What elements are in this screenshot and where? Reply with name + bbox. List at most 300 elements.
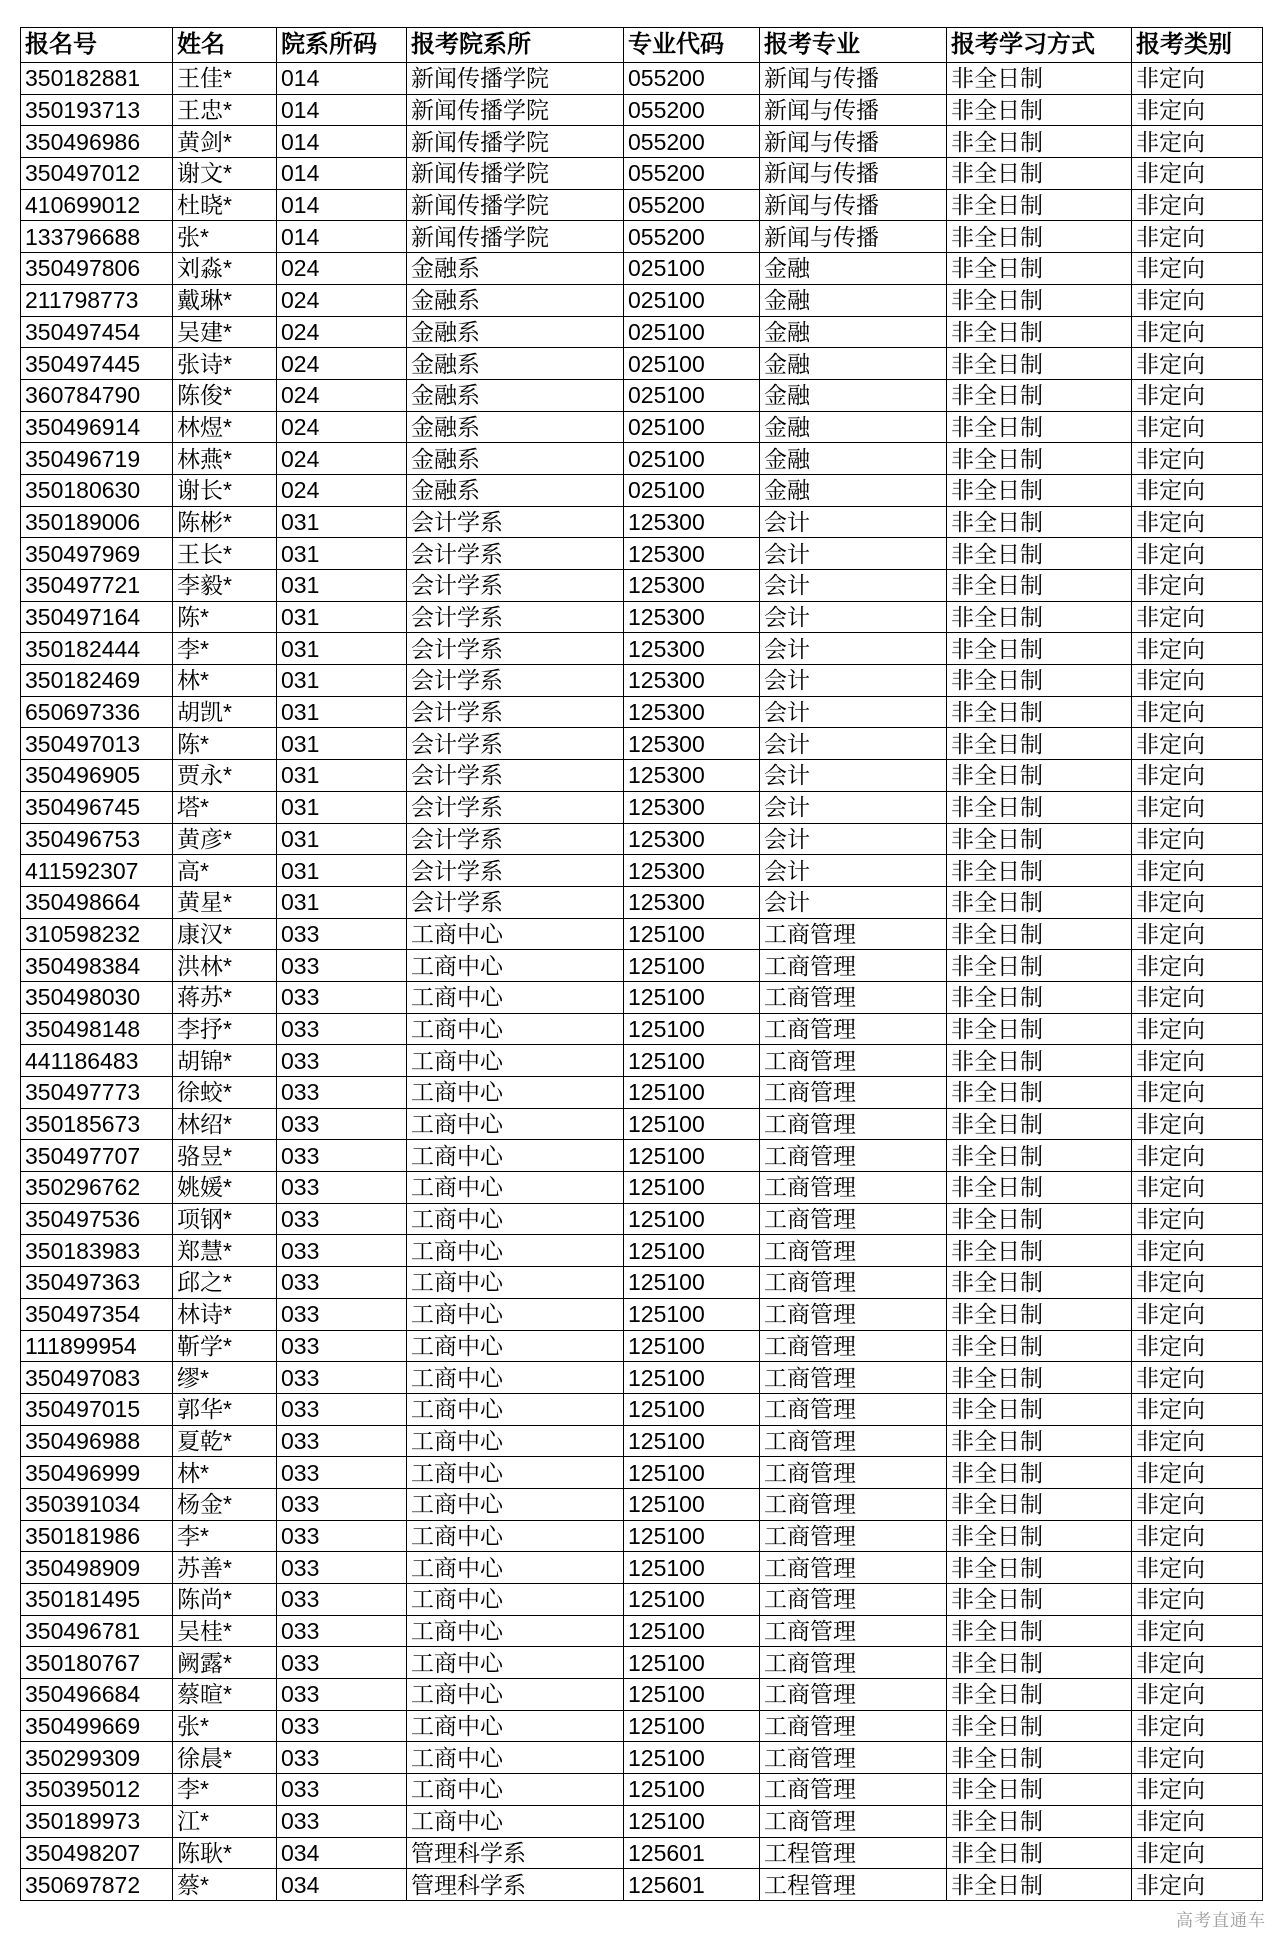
cell-department: 工商中心 bbox=[407, 1140, 624, 1172]
header-major: 报考专业 bbox=[760, 28, 947, 63]
cell-department: 工商中心 bbox=[407, 1457, 624, 1489]
cell-category: 非定向 bbox=[1132, 1742, 1263, 1774]
cell-registration-number: 350185673 bbox=[21, 1108, 173, 1140]
cell-dept-code: 033 bbox=[277, 1330, 407, 1362]
cell-study-mode: 非全日制 bbox=[947, 696, 1132, 728]
cell-study-mode: 非全日制 bbox=[947, 1013, 1132, 1045]
cell-category: 非定向 bbox=[1132, 1393, 1263, 1425]
cell-category: 非定向 bbox=[1132, 1140, 1263, 1172]
cell-registration-number: 411592307 bbox=[21, 855, 173, 887]
cell-major: 工商管理 bbox=[760, 1425, 947, 1457]
cell-registration-number: 350182444 bbox=[21, 633, 173, 665]
cell-category: 非定向 bbox=[1132, 63, 1263, 95]
cell-name: 谢文* bbox=[173, 158, 277, 190]
cell-name: 刘淼* bbox=[173, 253, 277, 285]
cell-study-mode: 非全日制 bbox=[947, 1520, 1132, 1552]
cell-category: 非定向 bbox=[1132, 1837, 1263, 1869]
cell-major-code: 125100 bbox=[624, 1457, 760, 1489]
cell-study-mode: 非全日制 bbox=[947, 601, 1132, 633]
cell-name: 王忠* bbox=[173, 94, 277, 126]
cell-registration-number: 111899954 bbox=[21, 1330, 173, 1362]
table-row bbox=[21, 760, 1263, 792]
cell-dept-code: 033 bbox=[277, 1584, 407, 1616]
cell-category: 非定向 bbox=[1132, 1172, 1263, 1204]
cell-registration-number: 350498909 bbox=[21, 1552, 173, 1584]
cell-department: 工商中心 bbox=[407, 1330, 624, 1362]
cell-registration-number: 350193713 bbox=[21, 94, 173, 126]
table-row bbox=[21, 1425, 1263, 1457]
cell-name: 陈尚* bbox=[173, 1584, 277, 1616]
cell-name: 张* bbox=[173, 1710, 277, 1742]
cell-category: 非定向 bbox=[1132, 1869, 1263, 1901]
cell-department: 工商中心 bbox=[407, 1742, 624, 1774]
cell-category: 非定向 bbox=[1132, 1488, 1263, 1520]
cell-department: 新闻传播学院 bbox=[407, 158, 624, 190]
table-row bbox=[21, 1647, 1263, 1679]
cell-major: 工商管理 bbox=[760, 1045, 947, 1077]
cell-dept-code: 031 bbox=[277, 886, 407, 918]
cell-major-code: 125100 bbox=[624, 1362, 760, 1394]
cell-major-code: 025100 bbox=[624, 443, 760, 475]
table-header-row bbox=[21, 28, 1263, 63]
cell-department: 管理科学系 bbox=[407, 1869, 624, 1901]
cell-registration-number: 350499669 bbox=[21, 1710, 173, 1742]
cell-name: 吴建* bbox=[173, 316, 277, 348]
cell-study-mode: 非全日制 bbox=[947, 94, 1132, 126]
cell-category: 非定向 bbox=[1132, 126, 1263, 158]
cell-dept-code: 033 bbox=[277, 1488, 407, 1520]
cell-registration-number: 350497012 bbox=[21, 158, 173, 190]
cell-department: 工商中心 bbox=[407, 1552, 624, 1584]
cell-study-mode: 非全日制 bbox=[947, 950, 1132, 982]
cell-study-mode: 非全日制 bbox=[947, 855, 1132, 887]
cell-major: 金融 bbox=[760, 474, 947, 506]
cell-department: 新闻传播学院 bbox=[407, 221, 624, 253]
cell-major-code: 125100 bbox=[624, 1298, 760, 1330]
cell-name: 黄星* bbox=[173, 886, 277, 918]
cell-registration-number: 360784790 bbox=[21, 379, 173, 411]
cell-category: 非定向 bbox=[1132, 316, 1263, 348]
cell-registration-number: 350180767 bbox=[21, 1647, 173, 1679]
cell-dept-code: 024 bbox=[277, 411, 407, 443]
cell-department: 工商中心 bbox=[407, 1710, 624, 1742]
cell-name: 吴桂* bbox=[173, 1615, 277, 1647]
table-row bbox=[21, 158, 1263, 190]
cell-major-code: 125300 bbox=[624, 728, 760, 760]
cell-dept-code: 033 bbox=[277, 1742, 407, 1774]
cell-registration-number: 350497363 bbox=[21, 1267, 173, 1299]
cell-department: 金融系 bbox=[407, 379, 624, 411]
cell-name: 林绍* bbox=[173, 1108, 277, 1140]
cell-study-mode: 非全日制 bbox=[947, 1393, 1132, 1425]
cell-major-code: 125601 bbox=[624, 1837, 760, 1869]
cell-department: 金融系 bbox=[407, 316, 624, 348]
cell-category: 非定向 bbox=[1132, 189, 1263, 221]
cell-study-mode: 非全日制 bbox=[947, 1647, 1132, 1679]
cell-department: 工商中心 bbox=[407, 1045, 624, 1077]
cell-dept-code: 031 bbox=[277, 570, 407, 602]
cell-major-code: 125100 bbox=[624, 1140, 760, 1172]
cell-name: 杜晓* bbox=[173, 189, 277, 221]
cell-department: 新闻传播学院 bbox=[407, 94, 624, 126]
cell-study-mode: 非全日制 bbox=[947, 665, 1132, 697]
cell-registration-number: 350497806 bbox=[21, 253, 173, 285]
cell-department: 金融系 bbox=[407, 348, 624, 380]
cell-department: 会计学系 bbox=[407, 855, 624, 887]
cell-category: 非定向 bbox=[1132, 348, 1263, 380]
cell-department: 会计学系 bbox=[407, 760, 624, 792]
cell-category: 非定向 bbox=[1132, 1330, 1263, 1362]
cell-major: 会计 bbox=[760, 760, 947, 792]
cell-study-mode: 非全日制 bbox=[947, 474, 1132, 506]
cell-dept-code: 033 bbox=[277, 1710, 407, 1742]
cell-category: 非定向 bbox=[1132, 1108, 1263, 1140]
cell-major-code: 125100 bbox=[624, 1172, 760, 1204]
cell-major-code: 125300 bbox=[624, 886, 760, 918]
header-registration-number: 报名号 bbox=[21, 28, 173, 63]
cell-major-code: 025100 bbox=[624, 348, 760, 380]
cell-category: 非定向 bbox=[1132, 1013, 1263, 1045]
cell-category: 非定向 bbox=[1132, 1584, 1263, 1616]
cell-dept-code: 014 bbox=[277, 189, 407, 221]
cell-name: 江* bbox=[173, 1805, 277, 1837]
cell-major-code: 125300 bbox=[624, 506, 760, 538]
cell-major-code: 125100 bbox=[624, 1552, 760, 1584]
cell-dept-code: 033 bbox=[277, 981, 407, 1013]
header-name: 姓名 bbox=[173, 28, 277, 63]
cell-dept-code: 033 bbox=[277, 1615, 407, 1647]
cell-dept-code: 014 bbox=[277, 63, 407, 95]
table-row bbox=[21, 1140, 1263, 1172]
cell-dept-code: 014 bbox=[277, 221, 407, 253]
cell-major-code: 125100 bbox=[624, 1488, 760, 1520]
cell-major-code: 025100 bbox=[624, 411, 760, 443]
cell-dept-code: 014 bbox=[277, 158, 407, 190]
cell-name: 夏乾* bbox=[173, 1425, 277, 1457]
cell-dept-code: 014 bbox=[277, 94, 407, 126]
table-row bbox=[21, 1235, 1263, 1267]
cell-study-mode: 非全日制 bbox=[947, 1805, 1132, 1837]
cell-major-code: 125300 bbox=[624, 791, 760, 823]
cell-study-mode: 非全日制 bbox=[947, 1742, 1132, 1774]
cell-major: 会计 bbox=[760, 633, 947, 665]
cell-major-code: 125100 bbox=[624, 918, 760, 950]
table-row bbox=[21, 1710, 1263, 1742]
cell-department: 新闻传播学院 bbox=[407, 189, 624, 221]
watermark: 高考直通车 bbox=[1176, 1911, 1266, 1931]
cell-department: 金融系 bbox=[407, 474, 624, 506]
cell-study-mode: 非全日制 bbox=[947, 1298, 1132, 1330]
cell-department: 工商中心 bbox=[407, 1615, 624, 1647]
table-row bbox=[21, 1298, 1263, 1330]
cell-registration-number: 350498664 bbox=[21, 886, 173, 918]
header-study-mode: 报考学习方式 bbox=[947, 28, 1132, 63]
cell-major: 工商管理 bbox=[760, 1140, 947, 1172]
cell-major-code: 055200 bbox=[624, 158, 760, 190]
cell-category: 非定向 bbox=[1132, 284, 1263, 316]
cell-department: 工商中心 bbox=[407, 1679, 624, 1711]
cell-name: 戴琳* bbox=[173, 284, 277, 316]
cell-dept-code: 033 bbox=[277, 1425, 407, 1457]
cell-dept-code: 033 bbox=[277, 1679, 407, 1711]
cell-study-mode: 非全日制 bbox=[947, 1425, 1132, 1457]
cell-major: 工商管理 bbox=[760, 1203, 947, 1235]
cell-category: 非定向 bbox=[1132, 253, 1263, 285]
cell-registration-number: 310598232 bbox=[21, 918, 173, 950]
cell-major-code: 125100 bbox=[624, 1710, 760, 1742]
cell-department: 工商中心 bbox=[407, 1488, 624, 1520]
cell-registration-number: 350497773 bbox=[21, 1077, 173, 1109]
cell-dept-code: 034 bbox=[277, 1869, 407, 1901]
cell-category: 非定向 bbox=[1132, 443, 1263, 475]
cell-major-code: 125300 bbox=[624, 538, 760, 570]
cell-category: 非定向 bbox=[1132, 1077, 1263, 1109]
table-row bbox=[21, 1520, 1263, 1552]
table-row bbox=[21, 94, 1263, 126]
cell-category: 非定向 bbox=[1132, 601, 1263, 633]
cell-registration-number: 350497015 bbox=[21, 1393, 173, 1425]
cell-registration-number: 350497969 bbox=[21, 538, 173, 570]
cell-registration-number: 350496745 bbox=[21, 791, 173, 823]
cell-major-code: 125100 bbox=[624, 1615, 760, 1647]
cell-study-mode: 非全日制 bbox=[947, 728, 1132, 760]
cell-category: 非定向 bbox=[1132, 1710, 1263, 1742]
cell-study-mode: 非全日制 bbox=[947, 221, 1132, 253]
cell-registration-number: 350496719 bbox=[21, 443, 173, 475]
admission-list-sheet bbox=[20, 27, 1263, 1901]
cell-name: 谢长* bbox=[173, 474, 277, 506]
cell-dept-code: 031 bbox=[277, 601, 407, 633]
cell-study-mode: 非全日制 bbox=[947, 253, 1132, 285]
cell-study-mode: 非全日制 bbox=[947, 379, 1132, 411]
cell-dept-code: 014 bbox=[277, 126, 407, 158]
table-row bbox=[21, 1615, 1263, 1647]
cell-study-mode: 非全日制 bbox=[947, 918, 1132, 950]
cell-major-code: 025100 bbox=[624, 474, 760, 506]
cell-registration-number: 211798773 bbox=[21, 284, 173, 316]
cell-category: 非定向 bbox=[1132, 855, 1263, 887]
cell-study-mode: 非全日制 bbox=[947, 189, 1132, 221]
cell-major-code: 125100 bbox=[624, 1393, 760, 1425]
cell-category: 非定向 bbox=[1132, 538, 1263, 570]
table-row bbox=[21, 1584, 1263, 1616]
table-row bbox=[21, 411, 1263, 443]
table-row bbox=[21, 1172, 1263, 1204]
cell-name: 胡锦* bbox=[173, 1045, 277, 1077]
cell-name: 徐蛟* bbox=[173, 1077, 277, 1109]
cell-registration-number: 650697336 bbox=[21, 696, 173, 728]
cell-dept-code: 031 bbox=[277, 760, 407, 792]
cell-dept-code: 033 bbox=[277, 1077, 407, 1109]
cell-registration-number: 350181986 bbox=[21, 1520, 173, 1552]
cell-major-code: 125100 bbox=[624, 1425, 760, 1457]
cell-dept-code: 031 bbox=[277, 791, 407, 823]
header-dept-code: 院系所码 bbox=[277, 28, 407, 63]
cell-study-mode: 非全日制 bbox=[947, 1869, 1132, 1901]
cell-category: 非定向 bbox=[1132, 1805, 1263, 1837]
cell-category: 非定向 bbox=[1132, 1520, 1263, 1552]
cell-major-code: 125100 bbox=[624, 1267, 760, 1299]
cell-category: 非定向 bbox=[1132, 665, 1263, 697]
cell-department: 工商中心 bbox=[407, 1393, 624, 1425]
cell-major: 工商管理 bbox=[760, 1520, 947, 1552]
cell-category: 非定向 bbox=[1132, 1552, 1263, 1584]
table-row bbox=[21, 1837, 1263, 1869]
cell-registration-number: 350181495 bbox=[21, 1584, 173, 1616]
cell-registration-number: 350189006 bbox=[21, 506, 173, 538]
table-row bbox=[21, 538, 1263, 570]
cell-dept-code: 031 bbox=[277, 728, 407, 760]
table-row bbox=[21, 1457, 1263, 1489]
cell-major-code: 055200 bbox=[624, 221, 760, 253]
cell-name: 项钢* bbox=[173, 1203, 277, 1235]
table-row bbox=[21, 823, 1263, 855]
cell-major-code: 125100 bbox=[624, 1774, 760, 1806]
cell-category: 非定向 bbox=[1132, 918, 1263, 950]
cell-category: 非定向 bbox=[1132, 1298, 1263, 1330]
table-row bbox=[21, 1045, 1263, 1077]
cell-department: 会计学系 bbox=[407, 665, 624, 697]
cell-category: 非定向 bbox=[1132, 221, 1263, 253]
cell-category: 非定向 bbox=[1132, 633, 1263, 665]
cell-category: 非定向 bbox=[1132, 1235, 1263, 1267]
cell-study-mode: 非全日制 bbox=[947, 1203, 1132, 1235]
cell-registration-number: 350498030 bbox=[21, 981, 173, 1013]
cell-registration-number: 350497707 bbox=[21, 1140, 173, 1172]
cell-registration-number: 350182881 bbox=[21, 63, 173, 95]
cell-category: 非定向 bbox=[1132, 379, 1263, 411]
cell-registration-number: 350497536 bbox=[21, 1203, 173, 1235]
table-row bbox=[21, 918, 1263, 950]
cell-registration-number: 350496684 bbox=[21, 1679, 173, 1711]
cell-name: 阙露* bbox=[173, 1647, 277, 1679]
cell-name: 王佳* bbox=[173, 63, 277, 95]
cell-name: 洪林* bbox=[173, 950, 277, 982]
cell-dept-code: 033 bbox=[277, 1140, 407, 1172]
cell-major-code: 125100 bbox=[624, 1330, 760, 1362]
cell-department: 管理科学系 bbox=[407, 1837, 624, 1869]
cell-registration-number: 350497013 bbox=[21, 728, 173, 760]
cell-department: 会计学系 bbox=[407, 538, 624, 570]
cell-major-code: 125100 bbox=[624, 1235, 760, 1267]
cell-department: 会计学系 bbox=[407, 791, 624, 823]
cell-category: 非定向 bbox=[1132, 728, 1263, 760]
cell-major: 会计 bbox=[760, 855, 947, 887]
cell-major: 会计 bbox=[760, 506, 947, 538]
cell-study-mode: 非全日制 bbox=[947, 1140, 1132, 1172]
cell-category: 非定向 bbox=[1132, 696, 1263, 728]
cell-department: 工商中心 bbox=[407, 1172, 624, 1204]
cell-major: 新闻与传播 bbox=[760, 94, 947, 126]
cell-major-code: 055200 bbox=[624, 126, 760, 158]
table-row bbox=[21, 1362, 1263, 1394]
cell-study-mode: 非全日制 bbox=[947, 760, 1132, 792]
cell-registration-number: 350498384 bbox=[21, 950, 173, 982]
header-major-code: 专业代码 bbox=[624, 28, 760, 63]
cell-dept-code: 031 bbox=[277, 633, 407, 665]
cell-major-code: 125100 bbox=[624, 1045, 760, 1077]
cell-major-code: 125300 bbox=[624, 633, 760, 665]
cell-major: 会计 bbox=[760, 823, 947, 855]
cell-department: 工商中心 bbox=[407, 950, 624, 982]
cell-department: 工商中心 bbox=[407, 1077, 624, 1109]
cell-major-code: 055200 bbox=[624, 63, 760, 95]
cell-major: 会计 bbox=[760, 665, 947, 697]
cell-major-code: 125100 bbox=[624, 1584, 760, 1616]
table-row bbox=[21, 1393, 1263, 1425]
cell-category: 非定向 bbox=[1132, 760, 1263, 792]
cell-major: 金融 bbox=[760, 379, 947, 411]
cell-study-mode: 非全日制 bbox=[947, 63, 1132, 95]
cell-category: 非定向 bbox=[1132, 1267, 1263, 1299]
cell-major-code: 125100 bbox=[624, 1742, 760, 1774]
cell-major: 工商管理 bbox=[760, 1013, 947, 1045]
cell-name: 陈* bbox=[173, 728, 277, 760]
cell-major: 新闻与传播 bbox=[760, 158, 947, 190]
cell-name: 缪* bbox=[173, 1362, 277, 1394]
cell-category: 非定向 bbox=[1132, 506, 1263, 538]
table-row bbox=[21, 316, 1263, 348]
cell-major-code: 125100 bbox=[624, 1203, 760, 1235]
cell-dept-code: 031 bbox=[277, 823, 407, 855]
cell-department: 工商中心 bbox=[407, 1647, 624, 1679]
cell-dept-code: 033 bbox=[277, 918, 407, 950]
cell-study-mode: 非全日制 bbox=[947, 1235, 1132, 1267]
cell-department: 工商中心 bbox=[407, 1362, 624, 1394]
cell-department: 金融系 bbox=[407, 411, 624, 443]
cell-major: 工商管理 bbox=[760, 1172, 947, 1204]
cell-registration-number: 350496781 bbox=[21, 1615, 173, 1647]
table-row bbox=[21, 1774, 1263, 1806]
cell-department: 工商中心 bbox=[407, 1520, 624, 1552]
cell-dept-code: 033 bbox=[277, 1267, 407, 1299]
cell-name: 高* bbox=[173, 855, 277, 887]
cell-dept-code: 033 bbox=[277, 1013, 407, 1045]
cell-name: 李抒* bbox=[173, 1013, 277, 1045]
cell-major: 工商管理 bbox=[760, 1077, 947, 1109]
header-category: 报考类别 bbox=[1132, 28, 1263, 63]
cell-major: 工商管理 bbox=[760, 1584, 947, 1616]
cell-name: 姚媛* bbox=[173, 1172, 277, 1204]
cell-major: 新闻与传播 bbox=[760, 221, 947, 253]
cell-major: 工商管理 bbox=[760, 950, 947, 982]
cell-dept-code: 033 bbox=[277, 1647, 407, 1679]
cell-department: 工商中心 bbox=[407, 981, 624, 1013]
cell-major-code: 125300 bbox=[624, 570, 760, 602]
cell-study-mode: 非全日制 bbox=[947, 570, 1132, 602]
cell-major-code: 125300 bbox=[624, 823, 760, 855]
cell-category: 非定向 bbox=[1132, 823, 1263, 855]
cell-study-mode: 非全日制 bbox=[947, 1077, 1132, 1109]
cell-major-code: 125100 bbox=[624, 981, 760, 1013]
cell-major: 工商管理 bbox=[760, 1552, 947, 1584]
cell-dept-code: 031 bbox=[277, 855, 407, 887]
table-row bbox=[21, 284, 1263, 316]
cell-registration-number: 350180630 bbox=[21, 474, 173, 506]
table-row bbox=[21, 506, 1263, 538]
cell-study-mode: 非全日制 bbox=[947, 981, 1132, 1013]
cell-name: 康汉* bbox=[173, 918, 277, 950]
cell-major-code: 125300 bbox=[624, 696, 760, 728]
cell-category: 非定向 bbox=[1132, 570, 1263, 602]
cell-department: 金融系 bbox=[407, 253, 624, 285]
cell-study-mode: 非全日制 bbox=[947, 791, 1132, 823]
cell-major: 会计 bbox=[760, 570, 947, 602]
cell-major: 会计 bbox=[760, 791, 947, 823]
table-row bbox=[21, 855, 1263, 887]
cell-dept-code: 024 bbox=[277, 316, 407, 348]
cell-dept-code: 033 bbox=[277, 1520, 407, 1552]
